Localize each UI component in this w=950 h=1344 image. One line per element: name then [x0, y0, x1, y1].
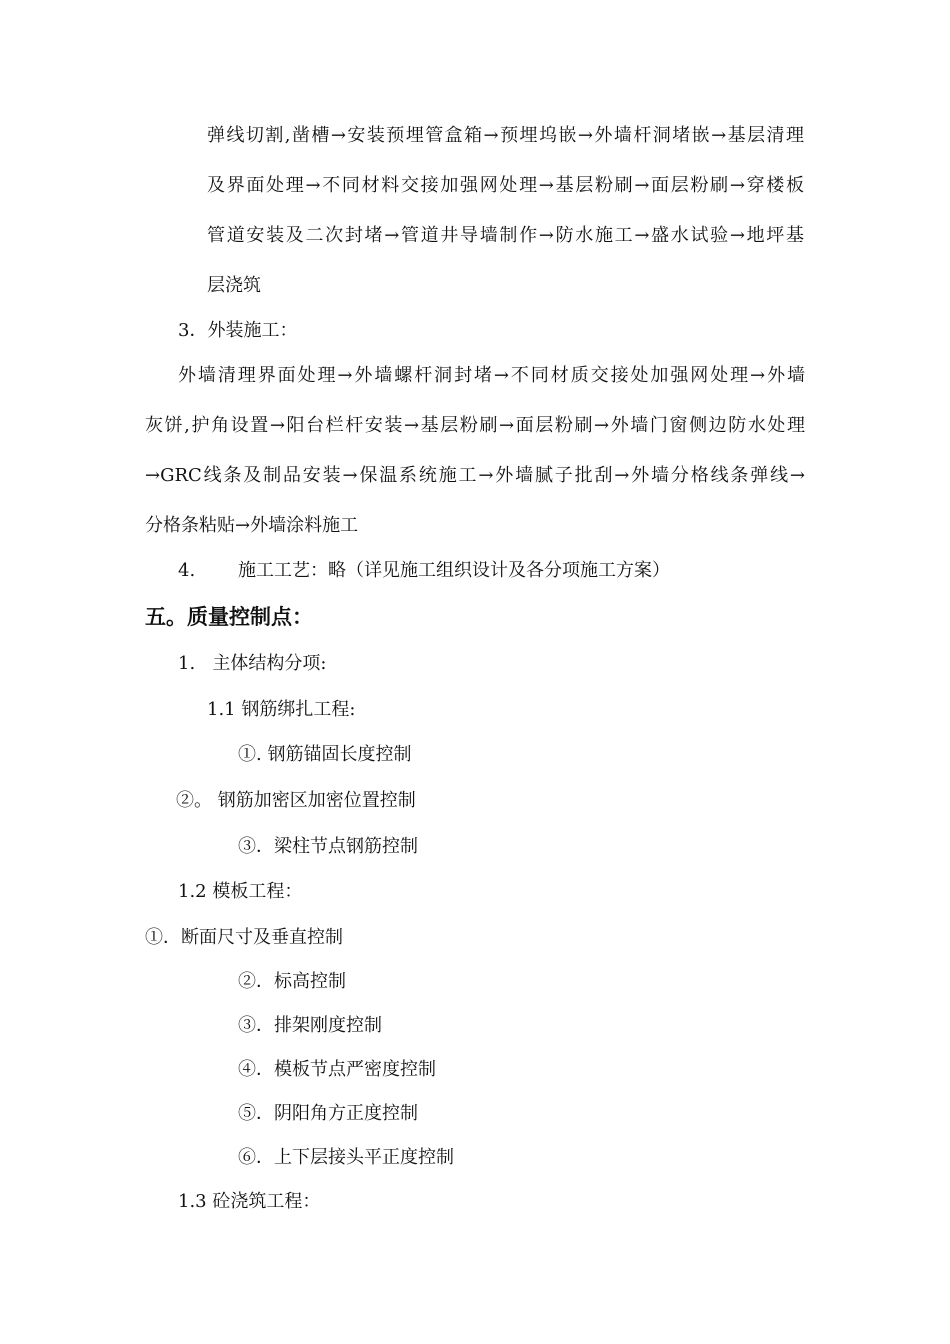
sub1-2-item: ⑤．阴阳角方正度控制 — [238, 1103, 418, 1124]
item4-text: 施工工艺：略（详见施工组织设计及各分项施工方案） — [238, 560, 670, 581]
sub1-2-title: 1.2 模板工程： — [178, 881, 303, 902]
item3-line: 分格条粘贴→外墙涂料施工 — [145, 515, 359, 536]
item3-title: 3．外装施工： — [178, 320, 298, 341]
item4-number: 4. — [178, 560, 196, 581]
process-line: 层浇筑 — [207, 275, 261, 296]
sub1-1-item: ①. 钢筋锚固长度控制 — [238, 744, 412, 765]
sub1-2-item: ⑥．上下层接头平正度控制 — [238, 1147, 454, 1168]
sub1-2-item: ①．断面尺寸及垂直控制 — [145, 927, 343, 948]
item3-line: →GRC线条及制品安装→保温系统施工→外墙腻子批刮→外墙分格线条弹线→ — [145, 465, 805, 486]
sub1-1-title: 1.1 钢筋绑扎工程: — [207, 699, 356, 720]
sub1-3-title: 1.3 砼浇筑工程： — [178, 1191, 321, 1212]
section5-heading: 五。质量控制点： — [145, 604, 313, 629]
sub1-1-item: ③．梁柱节点钢筋控制 — [238, 836, 418, 857]
item3-line: 灰饼,护角设置→阳台栏杆安装→基层粉刷→面层粉刷→外墙门窗侧边防水处理 — [145, 415, 805, 436]
process-line: 管道安装及二次封堵→管道井导墙制作→防水施工→盛水试验→地坪基 — [207, 225, 804, 246]
process-line: 弹线切割,凿槽→安装预埋管盒箱→预埋坞嵌→外墙杆洞堵嵌→基层清理 — [207, 125, 804, 146]
process-line: 及界面处理→不同材料交接加强网处理→基层粉刷→面层粉刷→穿楼板 — [207, 175, 804, 196]
item3-line: 外墙清理界面处理→外墙螺杆洞封堵→不同材质交接处加强网处理→外墙 — [178, 365, 805, 386]
sub1-title: 1. 主体结构分项: — [178, 653, 327, 674]
sub1-2-item: ④．模板节点严密度控制 — [238, 1059, 436, 1080]
sub1-2-item: ③．排架刚度控制 — [238, 1015, 382, 1036]
sub1-1-item: ②。 钢筋加密区加密位置控制 — [176, 790, 416, 811]
sub1-2-item: ②．标高控制 — [238, 971, 346, 992]
